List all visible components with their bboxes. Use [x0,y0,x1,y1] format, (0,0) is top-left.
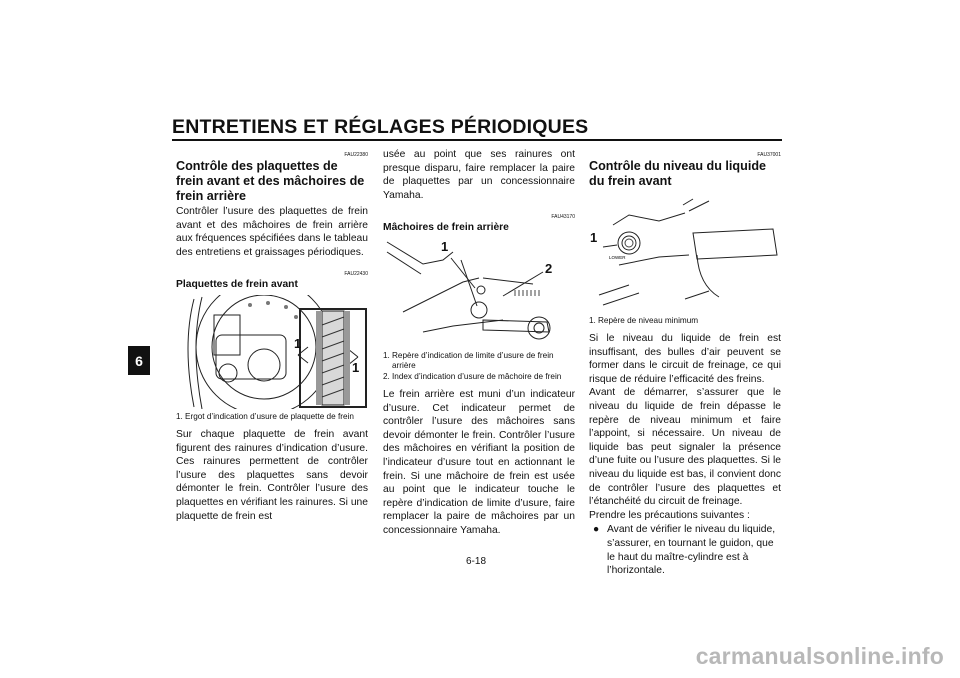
watermark: carmanualsonline.info [695,643,944,669]
column-3 [589,148,781,578]
callout-label: 1 [352,359,360,375]
page-header-title: ENTRETIENS ET RÉGLAGES PÉRIODIQUES [172,116,589,138]
header-rule [172,139,782,141]
callout-label: 1 [590,230,598,245]
body-paragraph: Sur chaque plaquette de frein avant figurent des rainures d’indication d’usure. Ces rainures permettent de contrôler l’usure des plaquettes sans devoir démonter le frein. Contrôler l’usure des plaquettes en vérifiant les rainures. Si une plaquette de frein est [176,428,368,522]
bullet-dot-icon: ● [593,524,600,536]
rear-brake-shoe-figure [383,238,575,348]
body-paragraph: Avant de démarrer, s’assurer que le niveau du liquide de frein dépasse le repère de niveau minimum et faire l’appoint, si nécessaire. Un niveau de liquide bas peut signaler la présence d’une fuite ou l’usure des plaquettes. Si le niveau du liquide est bas, il convient donc de contrôler l’usure des plaquettes et l’étanchéité du circuit de freinage. [589,387,781,508]
rear-brake-shoe-illustration [383,238,575,348]
column-2 [383,148,575,538]
subsection-heading: Plaquettes de frein avant [176,279,298,291]
brake-fluid-level-figure [589,195,781,313]
section-code: FAU22380 [344,152,368,158]
chapter-tab: 6 [128,346,150,375]
subsection-code: FAU22430 [344,271,368,278]
callout-label: 1 [294,335,302,351]
callout-label: 2 [545,260,553,276]
front-brake-pad-figure [176,295,368,409]
continued-paragraph: usée au point que ses rainures ont presque disparu, faire remplacer la paire de plaquettes par un concessionnaire Yamaha. [383,149,575,201]
section-heading: Contrôle des plaquettes de frein avant et des mâchoires de frein arrière [176,159,365,203]
lower-mark-text: LOWER [609,255,626,260]
intro-paragraph: Contrôler l’usure des plaquettes de frein avant et des mâchoires de frein arrière aux fréquences spécifiées dans le tableau des entretiens et graissages périodiques. [176,206,368,258]
subsection-code: FAU43170 [551,214,575,221]
body-paragraph: Si le niveau du liquide de frein est insuffisant, des bulles d’air peuvent se former dans le circuit de freinage, ce qui risque de réduire l’efficacité des freins. [589,333,781,385]
master-cylinder-illustration [589,195,781,313]
body-paragraph: Prendre les précautions suivantes : [589,509,750,521]
subsection-heading: Mâchoires de frein arrière [383,222,509,234]
body-paragraph: Le frein arrière est muni d’un indicateur d’usure. Cet indicateur permet de contrôler l’usure des mâchoires sans devoir démonter le frein. Contrôler l’usure des mâchoires en vérifiant la position de l’indicateur d’usure tout en actionnant le frein. Si une mâchoire de frein est usée au point que le indicateur touche le repère d’indication de limite d’usure, faire remplacer la paire de mâchoires par un concessionnaire Yamaha. [383,388,575,536]
column-1 [176,148,368,523]
front-brake-pad-illustration [176,295,368,409]
page-number: 6-18 [466,556,487,567]
bullet-item: ● Avant de vérifier le niveau du liquide, s’assurer, en tournant le guidon, que le haut du maître-cylindre est à l’horizontale. [589,523,781,577]
figure-caption-list: 1. Repère d’indication de limite d’usure de frein arrière 2. Index d’indication d’usure de mâchoire de frein [383,350,562,381]
figure-caption: 1. Repère de niveau minimum [589,316,699,325]
figure-caption: 1. Ergot d’indication d’usure de plaquette de frein [176,411,354,421]
section-heading: Contrôle du niveau du liquide du frein avant [589,159,767,188]
callout-label: 1 [441,238,449,254]
section-code: FAU37001 [757,152,781,158]
